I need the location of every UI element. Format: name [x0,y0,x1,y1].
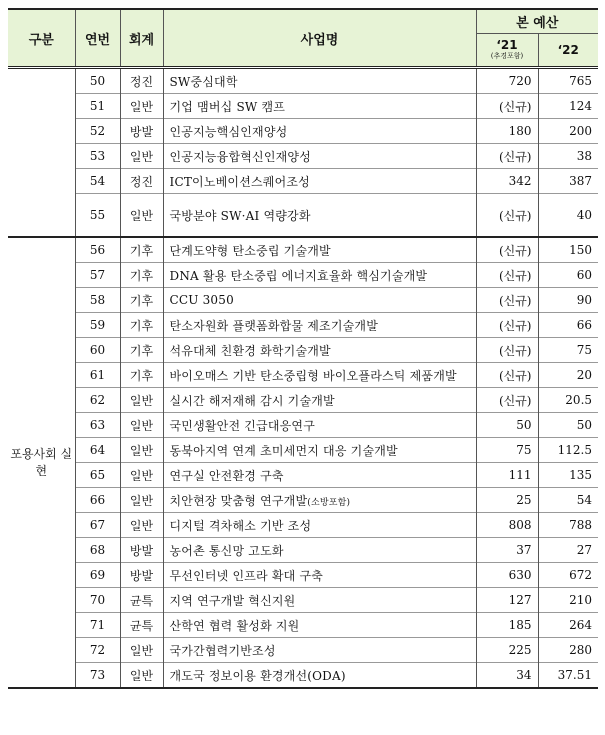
row-number: 59 [75,313,120,338]
row-project-name: 바이오매스 기반 탄소중립형 바이오플라스틱 제품개발 [163,363,476,388]
row-budget-2021: (신규) [476,194,538,238]
row-budget-2021: 185 [476,613,538,638]
row-account: 일반 [120,513,163,538]
row-budget-2022: 90 [538,288,598,313]
row-budget-2021: 25 [476,488,538,513]
row-account: 일반 [120,144,163,169]
row-project-name: 탄소자원화 플랫폼화합물 제조기술개발 [163,313,476,338]
row-account: 기후 [120,237,163,263]
table-row [8,144,598,169]
row-budget-2021: 34 [476,663,538,689]
row-budget-2022: 20.5 [538,388,598,413]
table-row [8,313,598,338]
row-budget-2022: 765 [538,68,598,94]
row-number: 66 [75,488,120,513]
row-budget-2022: 788 [538,513,598,538]
row-budget-2021: 808 [476,513,538,538]
row-account: 기후 [120,263,163,288]
row-project-name: 산학연 협력 활성화 지원 [163,613,476,638]
table-row [8,68,598,94]
row-budget-2022: 60 [538,263,598,288]
row-budget-2021: (신규) [476,288,538,313]
row-project-name: 디지털 격차해소 기반 조성 [163,513,476,538]
row-budget-2021: 50 [476,413,538,438]
row-budget-2022: 20 [538,363,598,388]
table-row [8,638,598,663]
row-account: 기후 [120,288,163,313]
row-number: 53 [75,144,120,169]
row-budget-2021: 630 [476,563,538,588]
row-budget-2021: 37 [476,538,538,563]
row-project-name: 실시간 해저재해 감시 기술개발 [163,388,476,413]
budget-table-container [8,8,598,689]
row-project-name: 인공지능핵심인재양성 [163,119,476,144]
row-project-name: 동북아지역 연계 초미세먼지 대응 기술개발 [163,438,476,463]
row-budget-2021: (신규) [476,338,538,363]
table-row [8,413,598,438]
row-budget-2022: 124 [538,94,598,119]
table-row [8,119,598,144]
row-budget-2022: 280 [538,638,598,663]
header-account: 회계 [120,9,163,68]
row-budget-2021: 720 [476,68,538,94]
group-label [8,68,75,238]
row-account: 일반 [120,663,163,689]
row-account: 일반 [120,413,163,438]
row-project-name: ICT이노베이션스퀘어조성 [163,169,476,194]
row-budget-2022: 210 [538,588,598,613]
row-account: 정진 [120,68,163,94]
row-project-name: CCU 3050 [163,288,476,313]
table-row [8,538,598,563]
row-number: 50 [75,68,120,94]
row-project-name: SW중심대학 [163,68,476,94]
row-budget-2021: 225 [476,638,538,663]
row-budget-2022: 37.51 [538,663,598,689]
row-account: 일반 [120,388,163,413]
table-row [8,194,598,238]
row-project-name: 국가간협력기반조성 [163,638,476,663]
row-number: 65 [75,463,120,488]
budget-table-body [8,68,598,689]
row-project-name-text: 치안현장 맞춤형 연구개발 [169,493,308,508]
header-2021-label: ‘21 [496,38,518,53]
row-number: 57 [75,263,120,288]
row-budget-2021: 111 [476,463,538,488]
row-account: 일반 [120,194,163,238]
table-row [8,563,598,588]
row-account: 방발 [120,563,163,588]
row-account: 방발 [120,119,163,144]
table-row [8,288,598,313]
row-number: 64 [75,438,120,463]
budget-table [8,8,598,689]
row-account: 방발 [120,538,163,563]
row-budget-2022: 38 [538,144,598,169]
row-budget-2022: 54 [538,488,598,513]
row-number: 51 [75,94,120,119]
row-budget-2021: 127 [476,588,538,613]
row-budget-2021: (신규) [476,363,538,388]
row-project-name: 지역 연구개발 혁신지원 [163,588,476,613]
table-row [8,438,598,463]
row-budget-2022: 387 [538,169,598,194]
row-number: 68 [75,538,120,563]
row-account: 일반 [120,638,163,663]
header-2021-sub: (추경포함) [490,52,524,61]
table-row [8,263,598,288]
row-budget-2022: 672 [538,563,598,588]
row-account: 기후 [120,338,163,363]
row-project-name: 농어촌 통신망 고도화 [163,538,476,563]
row-budget-2022: 75 [538,338,598,363]
row-account: 균특 [120,613,163,638]
row-number: 73 [75,663,120,689]
row-project-name: 개도국 정보이용 환경개선(ODA) [163,663,476,689]
row-number: 56 [75,237,120,263]
row-project-name: 국방분야 SW·AI 역량강화 [163,194,476,238]
row-account: 일반 [120,463,163,488]
table-row [8,237,598,263]
row-budget-2022: 264 [538,613,598,638]
row-number: 63 [75,413,120,438]
row-account: 일반 [120,94,163,119]
row-number: 69 [75,563,120,588]
table-row [8,463,598,488]
row-number: 54 [75,169,120,194]
row-budget-2021: (신규) [476,313,538,338]
row-project-name: 연구실 안전환경 구축 [163,463,476,488]
table-row [8,588,598,613]
row-budget-2021: 180 [476,119,538,144]
header-no: 연번 [75,9,120,68]
row-account: 기후 [120,313,163,338]
row-number: 70 [75,588,120,613]
row-budget-2022: 66 [538,313,598,338]
row-budget-2021: (신규) [476,94,538,119]
row-budget-2021: 75 [476,438,538,463]
row-budget-2022: 27 [538,538,598,563]
row-project-name: 국민생활안전 긴급대응연구 [163,413,476,438]
row-number: 71 [75,613,120,638]
row-project-name: 단계도약형 탄소중립 기술개발 [163,237,476,263]
row-budget-2022: 135 [538,463,598,488]
table-row [8,338,598,363]
row-budget-2021: (신규) [476,388,538,413]
row-budget-2022: 200 [538,119,598,144]
row-budget-2022: 50 [538,413,598,438]
row-number: 52 [75,119,120,144]
header-project-name: 사업명 [163,9,476,68]
row-number: 58 [75,288,120,313]
row-number: 55 [75,194,120,238]
row-budget-2021: 342 [476,169,538,194]
row-number: 61 [75,363,120,388]
row-number: 67 [75,513,120,538]
row-account: 정진 [120,169,163,194]
row-budget-2022: 112.5 [538,438,598,463]
row-project-name [163,488,476,513]
header-category: 구분 [8,9,75,68]
table-row [8,613,598,638]
row-number: 72 [75,638,120,663]
table-row [8,663,598,689]
row-account: 기후 [120,363,163,388]
table-row [8,513,598,538]
table-row [8,488,598,513]
row-account: 일반 [120,438,163,463]
row-project-name: 석유대체 친환경 화학기술개발 [163,338,476,363]
row-number: 62 [75,388,120,413]
table-row [8,94,598,119]
row-project-name: 무선인터넷 인프라 확대 구축 [163,563,476,588]
group-label: 포용사회 실현 [8,237,75,688]
header-budget: 본 예산 [476,9,598,33]
table-row [8,363,598,388]
row-budget-2021: (신규) [476,237,538,263]
row-project-name-note: (소방포함) [307,497,351,508]
row-number: 60 [75,338,120,363]
row-budget-2021: (신규) [476,144,538,169]
row-account: 일반 [120,488,163,513]
row-project-name: 인공지능융합혁신인재양성 [163,144,476,169]
header-2021 [476,33,538,67]
header-2022: ‘22 [538,33,598,67]
table-row [8,169,598,194]
row-project-name: DNA 활용 탄소중립 에너지효율화 핵심기술개발 [163,263,476,288]
row-budget-2022: 150 [538,237,598,263]
row-account: 균특 [120,588,163,613]
table-row [8,388,598,413]
row-budget-2022: 40 [538,194,598,238]
row-project-name: 기업 맴버십 SW 캠프 [163,94,476,119]
row-budget-2021: (신규) [476,263,538,288]
